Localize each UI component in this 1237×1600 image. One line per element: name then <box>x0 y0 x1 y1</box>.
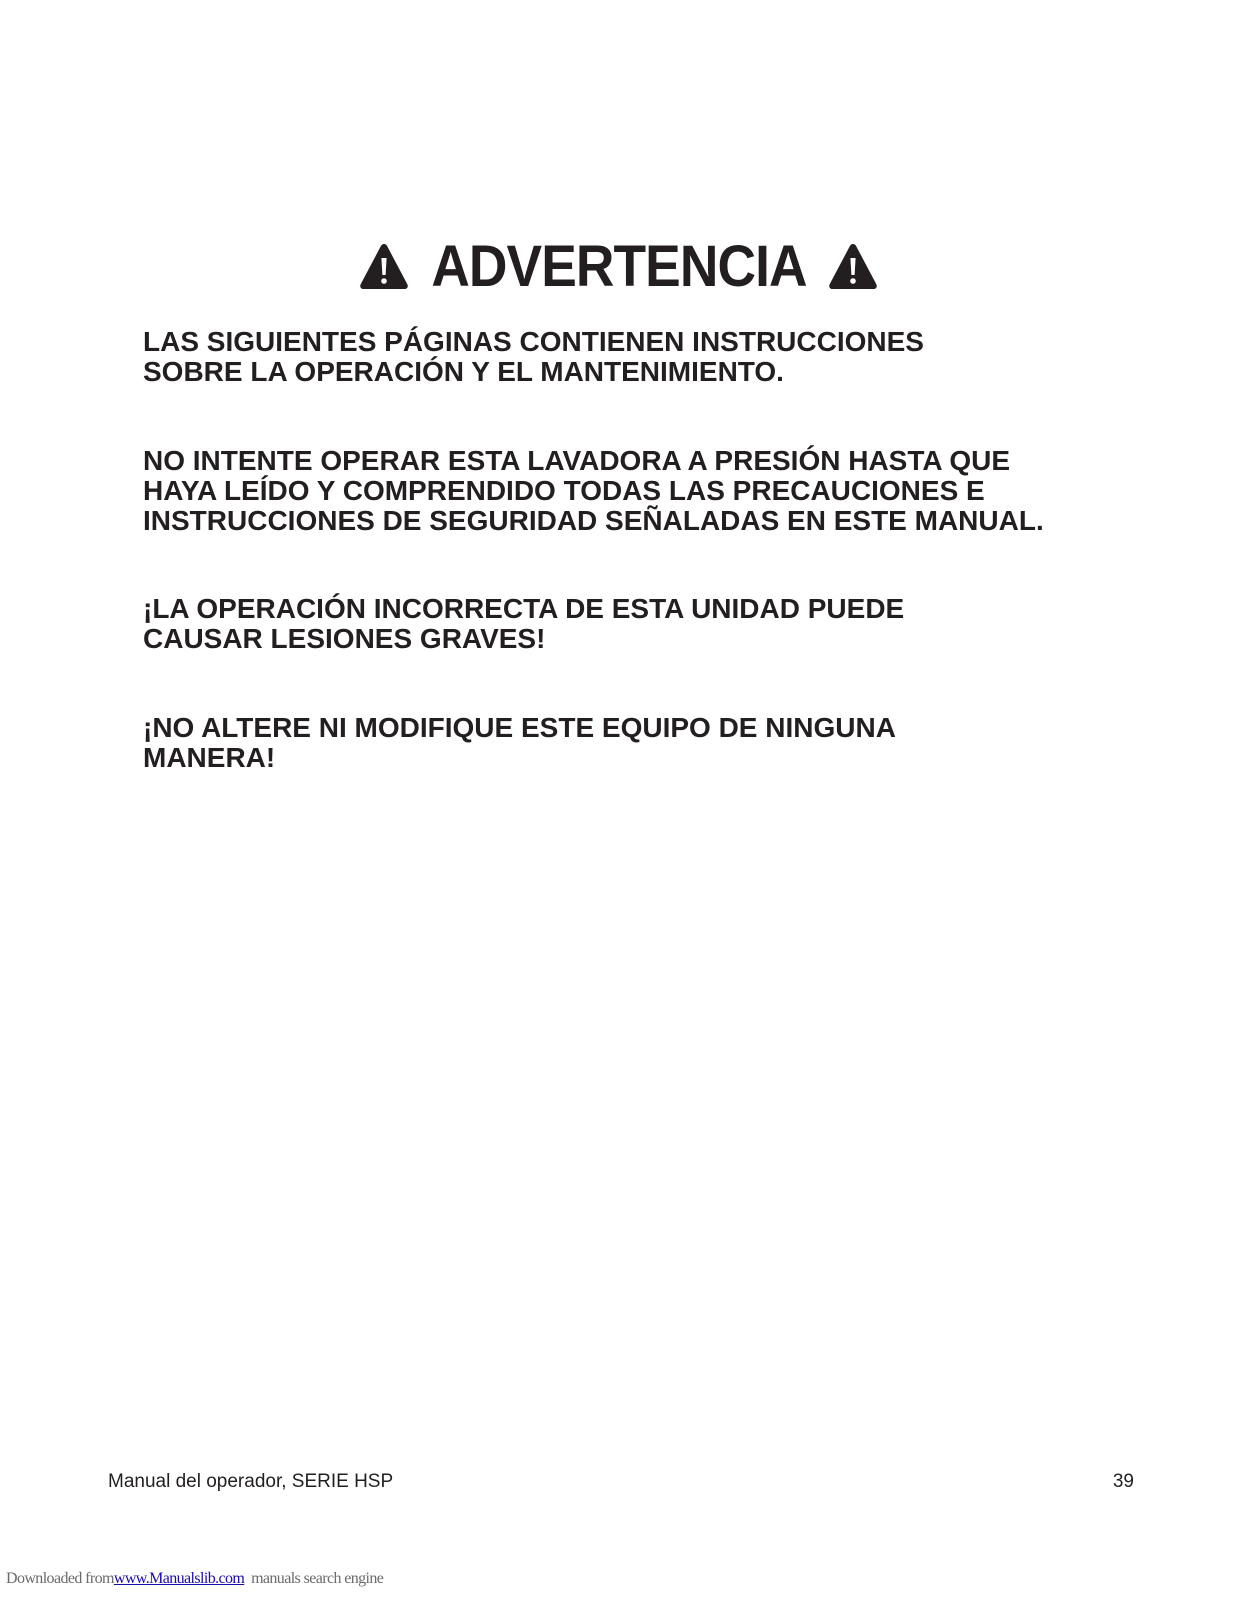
footer-manual-title: Manual del operador, SERIE HSP <box>108 1471 394 1492</box>
paragraph-line: HAYA LEÍDO Y COMPRENDIDO TODAS LAS PRECAUCIONES E <box>143 475 985 506</box>
download-prefix: Downloaded from <box>6 1570 114 1587</box>
paragraph-line: INSTRUCCIONES DE SEGURIDAD SEÑALADAS EN ESTE MANUAL. <box>143 505 1044 536</box>
warning-paragraph-read-first <box>143 446 1143 536</box>
paragraph-line: SOBRE LA OPERACIÓN Y EL MANTENIMIENTO. <box>143 356 784 387</box>
warning-paragraph-injury <box>143 594 1143 654</box>
warning-paragraph-instructions <box>143 327 1143 387</box>
paragraph-line: NO INTENTE OPERAR ESTA LAVADORA A PRESIÓN HASTA QUE <box>143 445 1011 476</box>
paragraph-line: ¡NO ALTERE NI MODIFIQUE ESTE EQUIPO DE NINGUNA <box>143 712 896 743</box>
warning-header <box>0 236 1237 298</box>
paragraph-line: ¡LA OPERACIÓN INCORRECTA DE ESTA UNIDAD PUEDE <box>143 593 905 624</box>
warning-title: ADVERTENCIA <box>430 234 807 299</box>
warning-triangle-icon <box>828 242 878 292</box>
warning-triangle-icon <box>359 242 409 292</box>
footer-page-number: 39 <box>1112 1471 1134 1492</box>
download-suffix: manuals search engine <box>251 1570 384 1587</box>
paragraph-line: MANERA! <box>143 742 276 773</box>
paragraph-line: LAS SIGUIENTES PÁGINAS CONTIENEN INSTRUCCIONES <box>143 326 924 357</box>
warning-paragraph-no-modify <box>143 713 1143 773</box>
paragraph-line: CAUSAR LESIONES GRAVES! <box>143 623 546 654</box>
download-bar <box>6 1569 383 1589</box>
manualslib-link[interactable]: www.Manualslib.com <box>113 1570 245 1587</box>
